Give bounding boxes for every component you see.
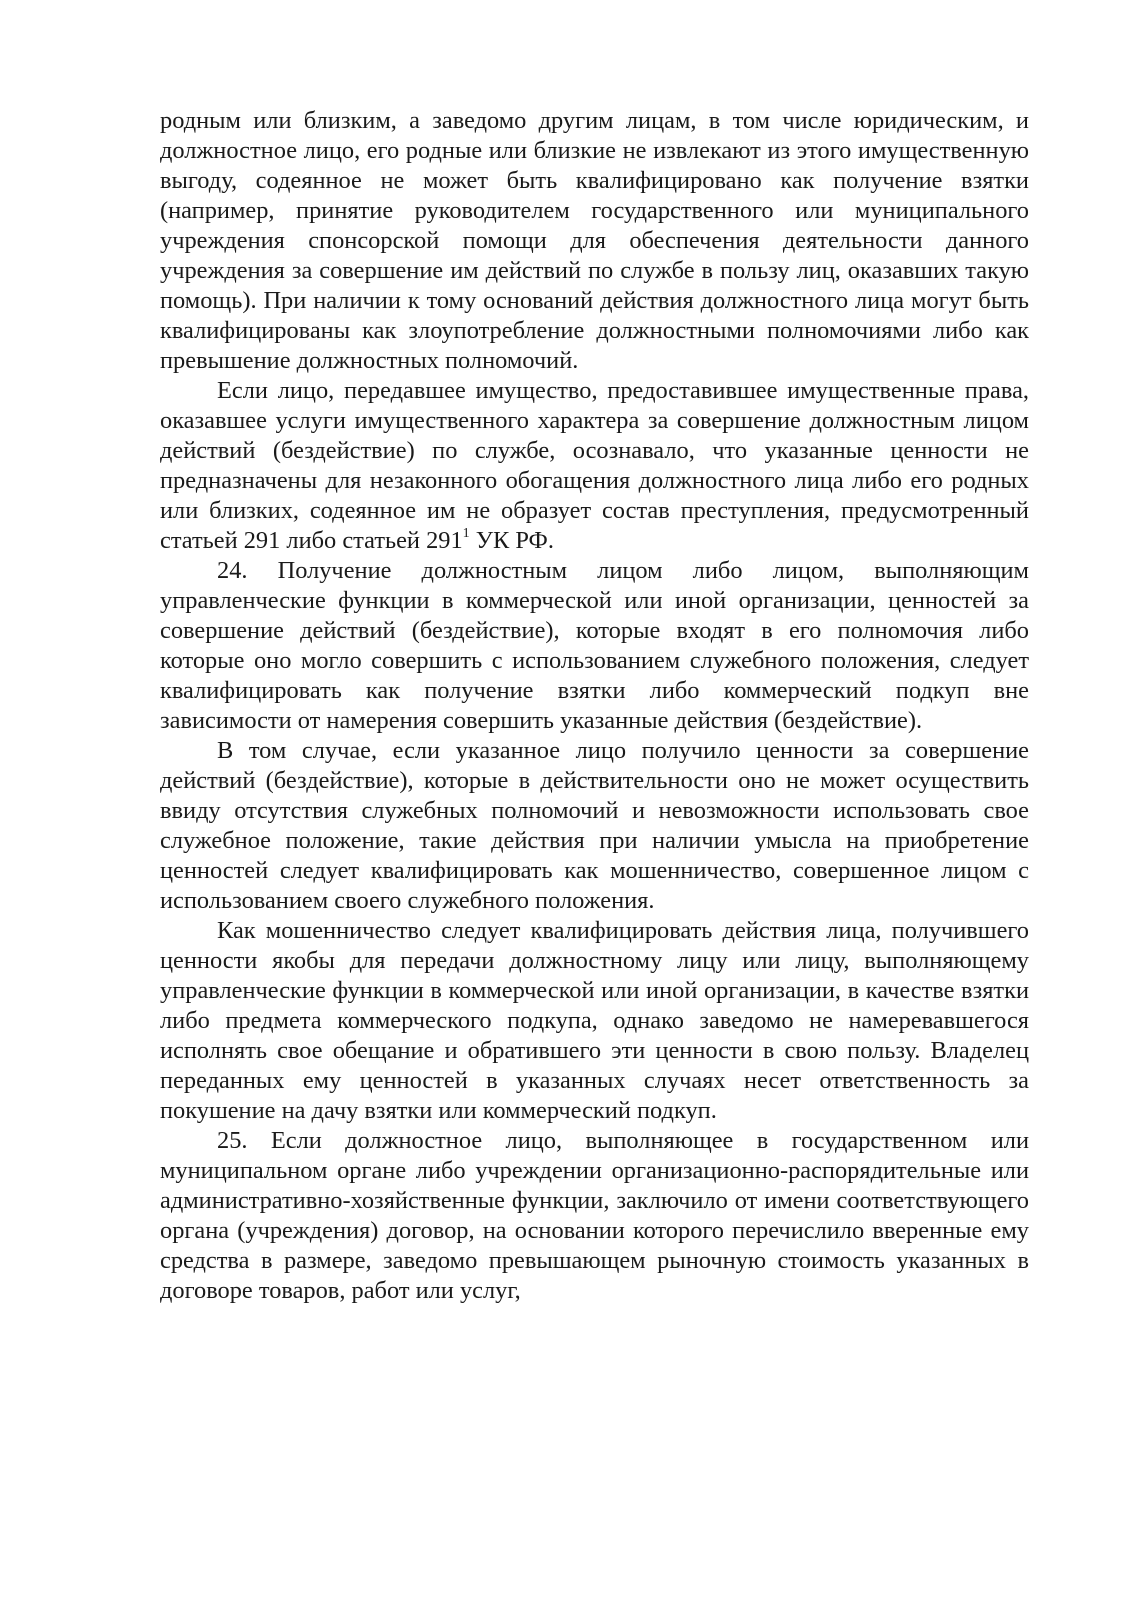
paragraph-transfer-of-property [160,376,1029,556]
paragraph-text: Если лицо, передавшее имущество, предоставившее имущественные права, оказавшее услуги имущественного характера за совершение должностным лицом действий (бездействие) по службе, осознавало, что указанные ценности не предназначены для незаконного обогащения должностного лица либо его родных или близких, содеянное им не образует состав преступления, предусмотренный статьей 291 либо статьей 291 [160,377,1029,554]
paragraph-fraud-qualification: Как мошенничество следует квалифицировать действия лица, получившего ценности якобы для передачи должностному лицу или лицу, выполняющему управленческие функции в коммерческой или иной организации, в качестве взятки либо предмета коммерческого подкупа, однако заведомо не намеревавшегося исполнять свое обещание и обратившего эти ценности в свою пользу. Владелец переданных ему ценностей в указанных случаях несет ответственность за покушение на дачу взятки или коммерческий подкуп. [160,917,1029,1124]
paragraph-text-end: УК РФ. [469,527,554,554]
paragraph-item-24: 24. Получение должностным лицом либо лицом, выполняющим управленческие функции в коммерческой или иной организации, ценностей за совершение действий (бездействие), которые входят в его полномочия либо которые оно могло совершить с использованием служебного положения, следует квалифицировать как получение взятки либо коммерческий подкуп вне зависимости от намерения совершить указанные действия (бездействие). [160,557,1029,734]
superscript-article-index: 1 [462,526,470,541]
paragraph-continuation: родным или близким, а заведомо другим лицам, в том числе юридическим, и должностное лицо, его родные или близкие не извлекают из этого имущественную выгоду, содеянное не может быть квалифицировано как получение взятки (например, принятие руководителем государственного или муниципального учреждения спонсорской помощи для обеспечения деятельности данного учреждения за совершение им действий по службе в пользу лиц, оказавших такую помощь). При наличии к тому оснований действия должностного лица могут быть квалифицированы как злоупотребление должностными полномочиями либо как превышение должностных полномочий. [160,107,1029,374]
paragraph-fraud-case: В том случае, если указанное лицо получило ценности за совершение действий (бездействие), которые в действительности оно не может осуществить ввиду отсутствия служебных полномочий и невозможности использовать свое служебное положение, такие действия при наличии умысла на приобретение ценностей следует квалифицировать как мошенничество, совершенное лицом с использованием своего служебного положения. [160,737,1029,914]
document-body [160,106,1029,1306]
paragraph-item-25: 25. Если должностное лицо, выполняющее в государственном или муниципальном органе либо учреждении организационно-распорядительные или административно-хозяйственные функции, заключило от имени соответствующего органа (учреждения) договор, на основании которого перечислило вверенные ему средства в размере, заведомо превышающем рыночную стоимость указанных в договоре товаров, работ или услуг, [160,1127,1029,1304]
